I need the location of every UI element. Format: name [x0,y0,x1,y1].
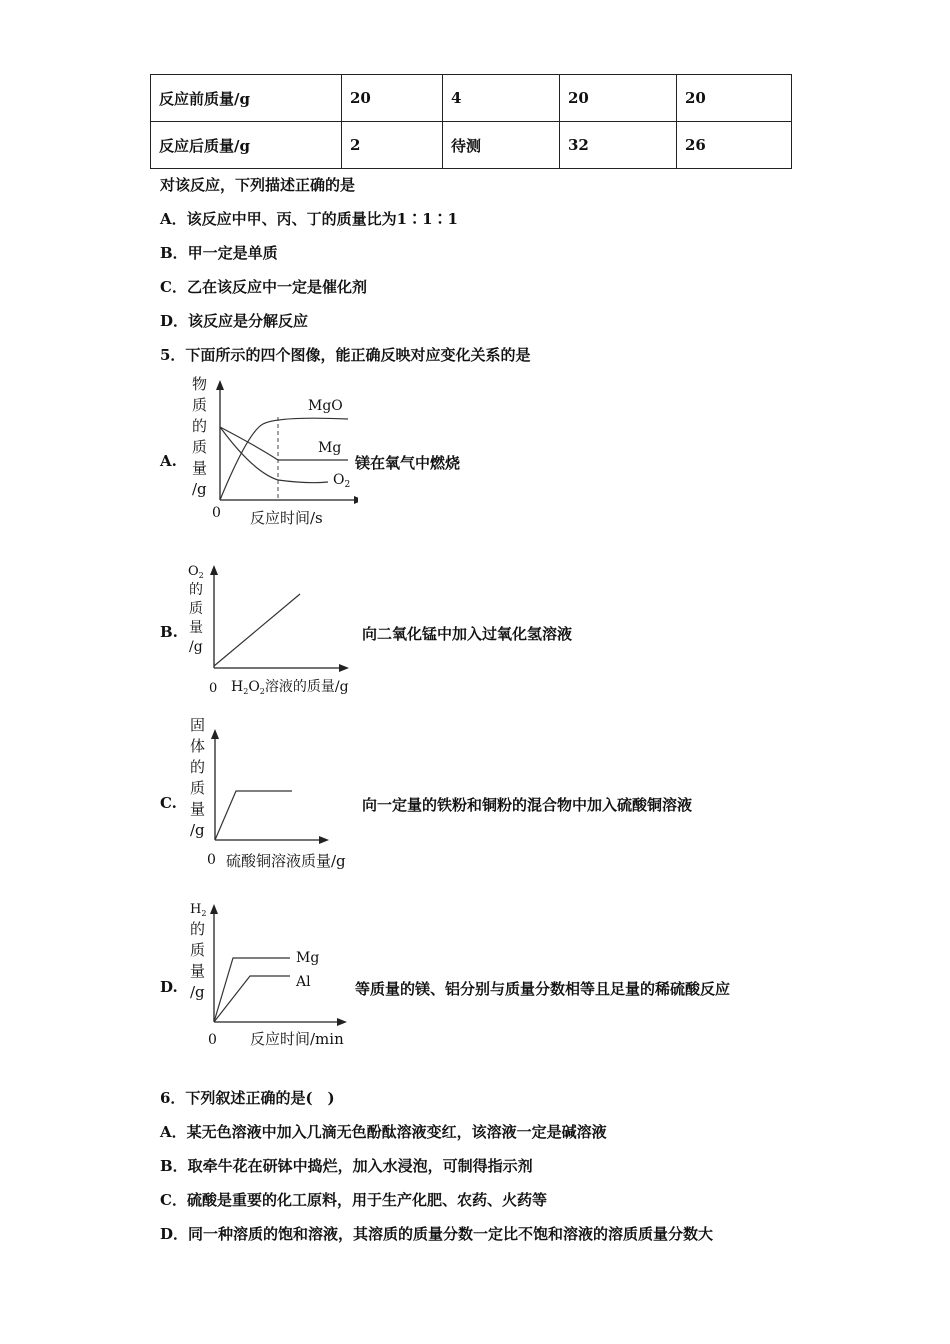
y-label-o2: $O_2$ [188,564,204,580]
q5-option-d-letter: D. [160,978,178,996]
y-label-char: 的 [189,582,203,598]
y-label-char: 量 [190,800,206,818]
origin-label: 0 [207,852,216,868]
table-cell: 4 [443,75,560,122]
mgo-curve [220,418,351,500]
q6-option-c: C．硫酸是重要的化工原料，用于生产化肥、农药、火药等 [160,1191,547,1209]
mass-table [150,74,792,169]
y-label-char: 体 [190,737,206,755]
y-label-char: 质 [192,396,208,414]
y-axis-arrow [210,904,218,914]
y-label-char: 质 [190,779,206,797]
o2-label: $O_2$ [333,472,351,490]
mg-label: Mg [296,950,320,966]
table-row [151,122,792,169]
table-cell: 26 [677,122,792,169]
x-axis-label: 硫酸铜溶液质量/g [226,852,346,870]
mgo-label: MgO [308,398,343,414]
y-axis-arrow [211,729,219,739]
table-cell: 待测 [443,122,560,169]
q5-option-a-letter: A. [160,452,177,470]
y-label-char: /g [190,821,205,839]
chart-a-mg-burning [178,372,358,532]
table-cell: 32 [560,122,677,169]
y-label-char: 量 [190,962,206,980]
q5-option-c-letter: C. [160,794,177,812]
y-label-char: 物 [192,375,208,393]
x-axis-label: $H_2O_2$溶液的质量/g [231,679,349,696]
q5-option-b-letter: B. [160,623,178,641]
x-axis-arrow [319,836,329,844]
q5-option-c-caption: 向一定量的铁粉和铜粉的混合物中加入硫酸铜溶液 [362,796,693,814]
q4-stem: 对该反应，下列描述正确的是 [160,176,356,194]
y-label-char: 的 [190,920,206,938]
x-axis-label: 反应时间/s [250,509,323,527]
q4-option-c: C．乙在该反应中一定是催化剂 [160,278,367,296]
q5-option-d-caption: 等质量的镁、铝分别与质量分数相等且足量的稀硫酸反应 [355,980,731,998]
mg-line [214,958,290,1022]
y-label-char: 量 [189,620,203,636]
origin-label: 0 [212,505,221,521]
x-axis-label: 反应时间/min [250,1030,344,1048]
origin-label: 0 [209,681,218,696]
q4-option-a: A．该反应中甲、丙、丁的质量比为1∶1∶1 [160,210,458,228]
y-label-h2: $H_2$ [190,902,207,918]
table-cell: 20 [342,75,443,122]
y-label-char: 量 [192,459,208,477]
y-label-char: 质 [192,438,208,456]
q5-option-a-caption: 镁在氧气中燃烧 [355,454,461,472]
chart-c-cuso4 [178,712,363,872]
y-label-char: /g [190,983,205,1001]
q6-option-d: D．同一种溶质的饱和溶液，其溶质的质量分数一定比不饱和溶液的溶质质量分数大 [160,1225,714,1243]
table-cell: 20 [677,75,792,122]
y-label-char: 质 [190,941,206,959]
x-axis-arrow [354,496,358,504]
q5-stem: 5．下面所示的四个图像，能正确反映对应变化关系的是 [160,346,531,364]
al-label: Al [296,974,311,990]
q6-option-b: B．取牵牛花在研钵中捣烂，加入水浸泡，可制得指示剂 [160,1157,533,1175]
y-axis-arrow [216,380,224,390]
y-label-char: /g [192,480,207,498]
table-cell: 20 [560,75,677,122]
y-label-char: 固 [190,716,206,734]
y-axis-arrow [210,565,218,575]
q6-option-a: A．某无色溶液中加入几滴无色酚酞溶液变红，该溶液一定是碱溶液 [160,1123,607,1141]
origin-label: 0 [208,1032,217,1048]
mg-label: Mg [318,440,342,456]
q4-option-d: D．该反应是分解反应 [160,312,309,330]
q6-stem: 6．下列叙述正确的是( ) [160,1089,335,1107]
y-label-char: /g [189,639,203,655]
x-axis-arrow [337,1018,347,1026]
y-label-char: 的 [192,417,208,435]
q4-option-b: B．甲一定是单质 [160,244,278,262]
chart-b-h2o2 [178,560,363,700]
y-label-char: 的 [190,758,206,776]
chart-d-h2 [178,896,363,1056]
x-axis-arrow [339,664,349,672]
o2-line [214,594,300,666]
row-label: 反应后质量/g [151,122,342,169]
y-label-char: 质 [189,601,203,617]
q5-option-b-caption: 向二氧化锰中加入过氧化氢溶液 [362,625,573,643]
table-cell: 2 [342,122,443,169]
solid-mass-line [215,791,292,840]
row-label: 反应前质量/g [151,75,342,122]
table-row [151,75,792,122]
